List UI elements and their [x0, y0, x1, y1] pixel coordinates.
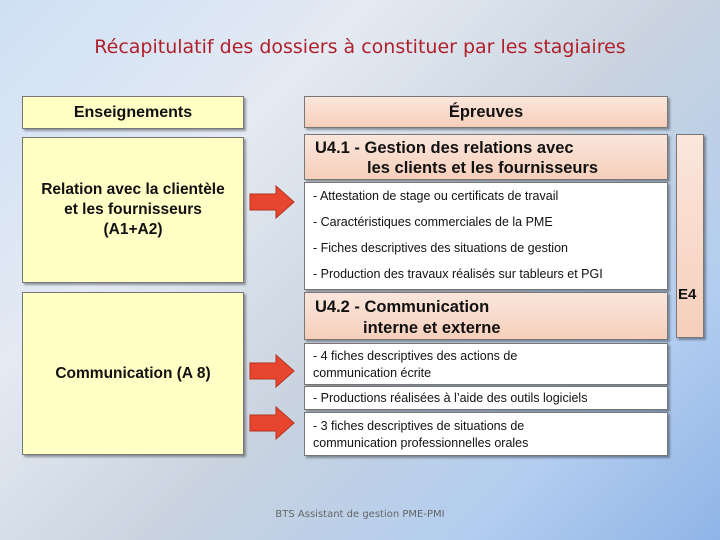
arrow-icon [248, 353, 296, 389]
u42-item-line: - 4 fiches descriptives des actions de [313, 349, 518, 363]
u42-item-box-2 [304, 386, 668, 410]
u42-item-line: communication professionnelles orales [313, 436, 529, 450]
enseignements-header-label: Enseignements [73, 103, 193, 121]
communication-label: Communication (A 8) [55, 364, 211, 382]
relation-line-1: Relation avec la clientèle [41, 181, 225, 198]
relation-box [22, 137, 244, 283]
u42-title-line-1: U4.2 - Communication [315, 298, 490, 316]
u41-item: - Caractéristiques commerciales de la PME [313, 215, 553, 229]
page-title: Récapitulatif des dossiers à constituer par les stagiaires [94, 36, 626, 58]
enseignements-header [22, 96, 244, 129]
relation-line-3: (A1+A2) [103, 221, 163, 238]
u41-title-line-1: U4.1 - Gestion des relations avec [315, 139, 574, 157]
u41-title-line-2: les clients et les fournisseurs [367, 159, 599, 177]
communication-box [22, 292, 244, 455]
footer: BTS Assistant de gestion PME-PMI [275, 509, 445, 520]
u42-item-line: - 3 fiches descriptives de situations de [313, 419, 525, 433]
e4-box [676, 134, 704, 338]
u41-item: - Production des travaux réalisés sur tableurs et PGI [313, 267, 603, 281]
u42-item-line: - Productions réalisées à l’aide des outils logiciels [313, 391, 588, 405]
u42-item-box-1 [304, 343, 668, 385]
u41-item: - Attestation de stage ou certificats de travail [313, 189, 559, 203]
relation-line-2: et les fournisseurs [64, 201, 202, 218]
u42-title-line-2: interne et externe [363, 319, 501, 337]
u42-item-line: communication écrite [313, 366, 432, 380]
arrow-icon [248, 184, 296, 220]
arrow-icon [248, 405, 296, 441]
u41-header [304, 134, 668, 180]
e4-label: E4 [678, 286, 697, 303]
u42-item-box-3 [304, 412, 668, 456]
u41-item: - Fiches descriptives des situations de gestion [313, 241, 568, 255]
u41-items-box [304, 182, 668, 290]
epreuves-header [304, 96, 668, 128]
epreuves-header-label: Épreuves [448, 103, 524, 121]
u42-header [304, 292, 668, 340]
